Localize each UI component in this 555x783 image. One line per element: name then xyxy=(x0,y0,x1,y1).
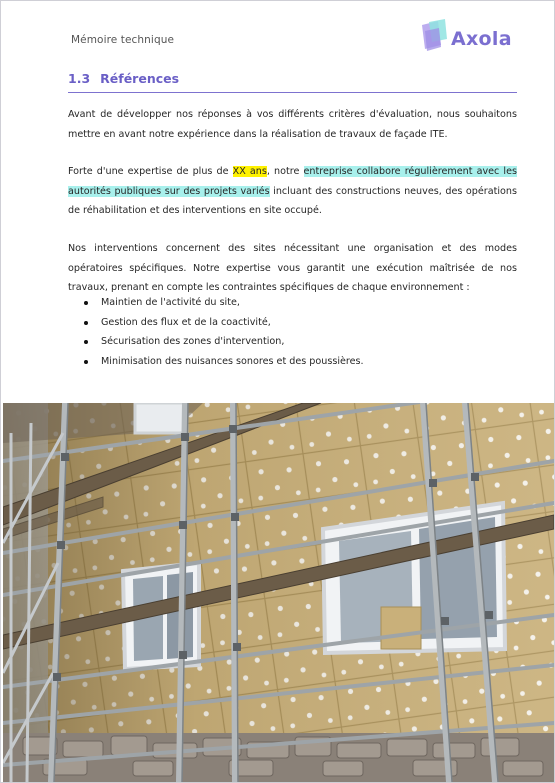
expertise-text-a: Forte d'une expertise de plus de xyxy=(68,166,233,177)
list-item-text: Minimisation des nuisances sonores et des poussières. xyxy=(101,355,364,367)
heading-divider xyxy=(68,92,517,93)
section-number: 1.3 xyxy=(68,71,91,86)
axola-logo xyxy=(419,19,519,55)
expertise-text-b: , notre xyxy=(266,166,304,177)
logo-text: Axola xyxy=(451,28,512,50)
highlight-years: XX ans xyxy=(232,166,267,177)
list-item xyxy=(81,352,364,372)
list-item-text: Maintien de l'activité du site, xyxy=(101,297,240,308)
highlight-collaboration: entreprise collabore régulièrement avec les autorités publiques sur des projets variés xyxy=(68,166,517,197)
constraints-list xyxy=(81,293,364,371)
list-item xyxy=(81,313,364,333)
interventions-paragraph: Nos interventions concernent des sites nécessitant une organisation et des modes opératoires spécifiques. Notre expertise vous garantit une exécution maîtrisée de nos travaux, prenant en compte les contraintes spécifiques de chaque environnement : xyxy=(68,243,517,294)
list-item-text: Sécurisation des zones d'intervention, xyxy=(101,336,285,348)
window-upper xyxy=(135,403,187,433)
bullet-icon xyxy=(84,340,88,344)
expertise-paragraph xyxy=(68,162,517,221)
bullet-icon xyxy=(84,301,88,305)
bullet-icon xyxy=(84,321,88,325)
facade-photo xyxy=(3,403,554,782)
section-title: Références xyxy=(100,71,180,86)
intro-paragraph: Avant de développer nos réponses à vos différents critères d'évaluation, nous souhaitons mettre en avant notre expérience dans la réalisation de travaux de façade ITE. xyxy=(68,109,517,140)
facade-insulation-scaffolding-photo xyxy=(3,403,554,782)
bullet-icon xyxy=(84,360,88,364)
expertise-text-c: incluant des constructions neuves, des opérations de réhabilitation et des interventions en site occupé. xyxy=(68,185,517,217)
list-item xyxy=(81,293,364,313)
section-heading xyxy=(68,71,179,86)
axola-logo-icon xyxy=(419,19,449,53)
list-item-text: Gestion des flux et de la coactivité, xyxy=(101,316,271,328)
list-item xyxy=(81,332,364,352)
document-header-label: Mémoire technique xyxy=(71,34,175,46)
